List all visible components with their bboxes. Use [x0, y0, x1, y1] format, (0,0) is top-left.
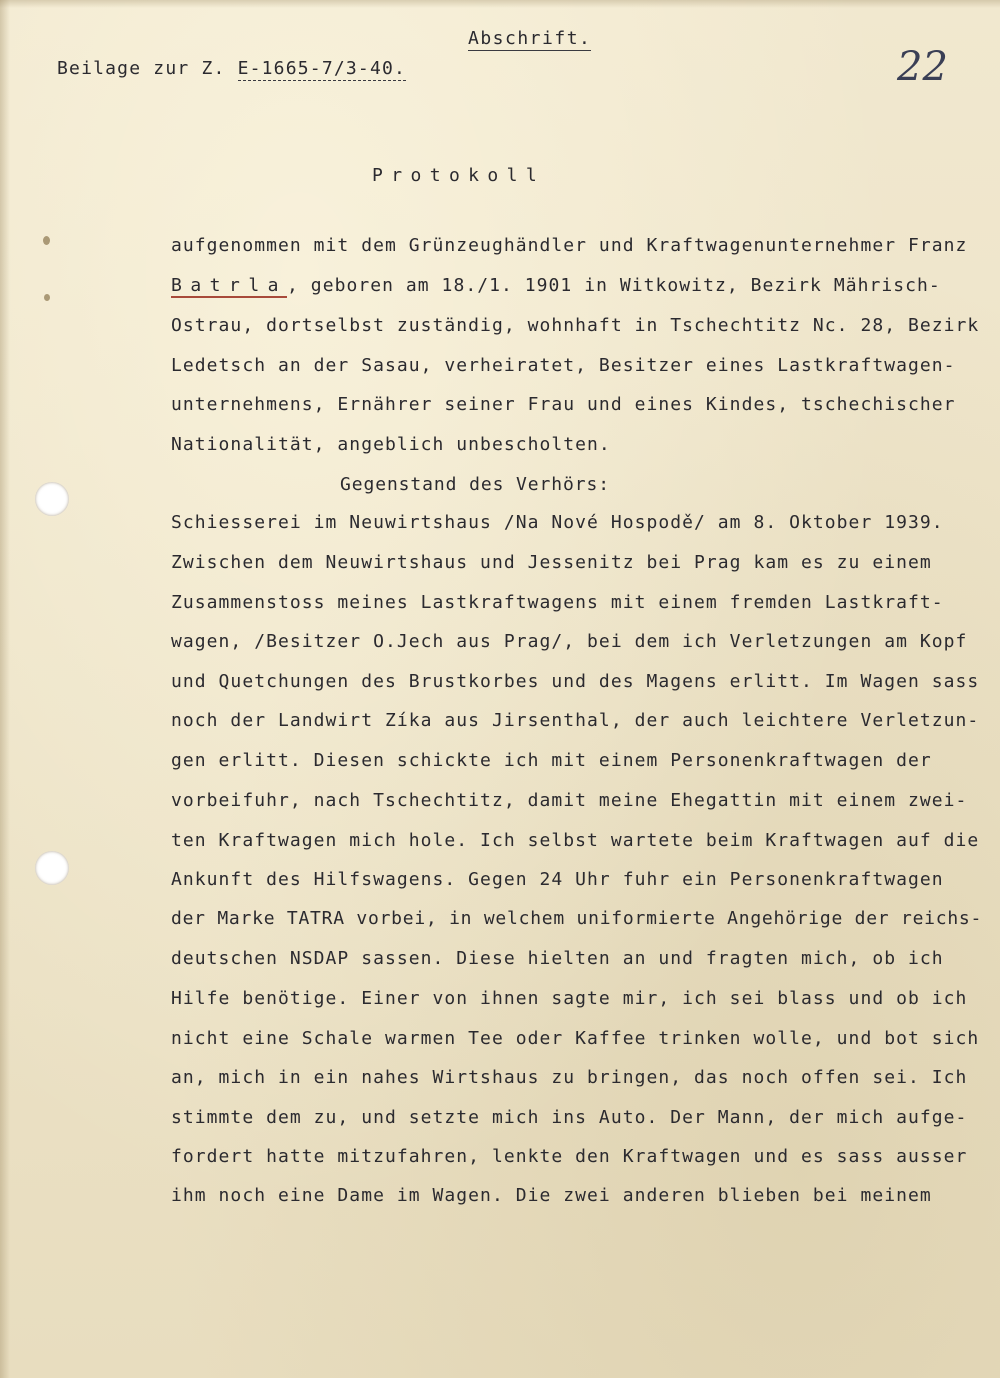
stain-mark	[43, 236, 50, 245]
person-name: Batrla	[171, 275, 288, 296]
intro-line-6: Nationalität, angeblich unbescholten.	[171, 434, 611, 455]
document-title: Protokoll	[372, 165, 546, 186]
paper-edge-left	[0, 0, 10, 1378]
abschrift-heading: Abschrift.	[468, 28, 592, 49]
body-line: ihm noch eine Dame im Wagen. Die zwei anderen blieben bei meinem	[171, 1185, 932, 1206]
intro-line-5: unternehmens, Ernährer seiner Frau und eines Kindes, tschechischer	[171, 394, 956, 415]
body-line: der Marke TATRA vorbei, in welchem uniformierte Angehörige der reichs-	[171, 908, 983, 929]
body-line: und Quetchungen des Brustkorbes und des Magens erlitt. Im Wagen sass	[171, 671, 980, 692]
intro-line-2	[171, 275, 941, 296]
body-line: nicht eine Schale warmen Tee oder Kaffee trinken wolle, und bot sich	[171, 1028, 980, 1049]
punch-hole-lower	[35, 851, 69, 885]
body-line: Schiesserei im Neuwirtshaus /Na Nové Hospodě/ am 8. Oktober 1939.	[171, 512, 944, 533]
intro-line-3: Ostrau, dortselbst zuständig, wohnhaft in Tschechtitz Nc. 28, Bezirk	[171, 315, 980, 336]
body-line: Zusammenstoss meines Lastkraftwagens mit einem fremden Lastkraft-	[171, 592, 944, 613]
body-line: noch der Landwirt Zíka aus Jirsenthal, der auch leichtere Verletzun-	[171, 710, 980, 731]
body-line: Hilfe benötige. Einer von ihnen sagte mir, ich sei blass und ob ich	[171, 988, 968, 1009]
body-line: ten Kraftwagen mich hole. Ich selbst wartete beim Kraftwagen auf die	[171, 830, 980, 851]
attachment-prefix: Beilage zur Z.	[57, 58, 238, 79]
intro-line-2-text: , geboren am 18./1. 1901 in Witkowitz, Bezirk Mährisch-	[287, 275, 941, 296]
stain-mark	[44, 294, 50, 301]
body-line: Ankunft des Hilfswagens. Gegen 24 Uhr fuhr ein Personenkraftwagen	[171, 869, 944, 890]
body-line: deutschen NSDAP sassen. Diese hielten an und fragten mich, ob ich	[171, 948, 944, 969]
body-line: gen erlitt. Diesen schickte ich mit einem Personenkraftwagen der	[171, 750, 932, 771]
intro-line-1: aufgenommen mit dem Grünzeughändler und Kraftwagenunternehmer Franz	[171, 235, 968, 256]
body-line: Zwischen dem Neuwirtshaus und Jessenitz bei Prag kam es zu einem	[171, 552, 932, 573]
paper-edge-top	[0, 0, 1000, 8]
body-line: an, mich in ein nahes Wirtshaus zu bringen, das noch offen sei. Ich	[171, 1067, 968, 1088]
punch-hole-upper	[35, 482, 69, 516]
folio-number: 22	[897, 44, 948, 90]
attachment-number: E-1665-7/3-40.	[237, 58, 407, 79]
body-line: fordert hatte mitzufahren, lenkte den Kraftwagen und es sass ausser	[171, 1146, 968, 1167]
subject-heading: Gegenstand des Verhörs:	[340, 474, 610, 495]
attachment-reference	[57, 58, 406, 79]
body-line: vorbeifuhr, nach Tschechtitz, damit meine Ehegattin mit einem zwei-	[171, 790, 968, 811]
body-line: stimmte dem zu, und setzte mich ins Auto. Der Mann, der mich aufge-	[171, 1107, 968, 1128]
intro-line-4: Ledetsch an der Sasau, verheiratet, Besitzer eines Lastkraftwagen-	[171, 355, 956, 376]
body-line: wagen, /Besitzer O.Jech aus Prag/, bei dem ich Verletzungen am Kopf	[171, 631, 968, 652]
